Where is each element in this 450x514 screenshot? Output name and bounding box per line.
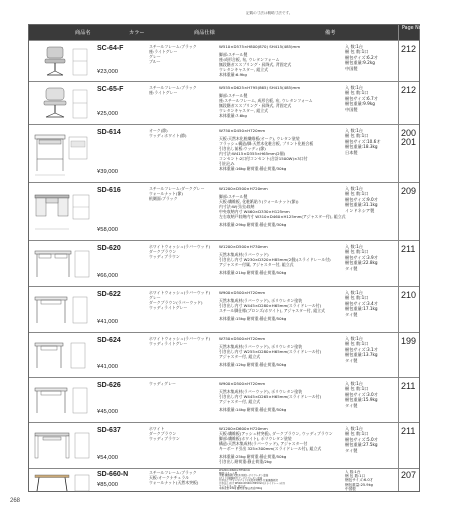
product-colors: [149, 244, 217, 259]
remark-line: 入 数:1台: [345, 336, 363, 341]
product-price: ¥54,000: [97, 455, 118, 461]
spec-line: 本体重量:15kg 耐荷重:静止荷重/50kg: [219, 316, 287, 321]
product-image-sd-626: [31, 380, 93, 421]
spec-line: W1200×D500×H730mm: [219, 244, 268, 249]
remark-line: 梱包重量:15.9kg: [345, 397, 378, 403]
remark-line: 入 数:1台: [345, 85, 363, 90]
page-folio: 268: [10, 498, 21, 504]
product-remark: [345, 381, 399, 408]
page-number: 212: [401, 85, 417, 95]
spec-line: 引き出し耐荷重:静止荷重/2kg: [219, 459, 272, 464]
color-line: ホワイト: [149, 426, 165, 431]
product-row-sd-624: [29, 332, 419, 378]
spec-line: W510×D575×H800(870) SH415(485)mm: [219, 44, 301, 49]
header-name: 商品名: [75, 30, 91, 36]
product-row-sd-626: [29, 377, 419, 423]
product-code: SD-637: [97, 427, 121, 434]
color-line: グレー: [149, 295, 161, 300]
product-image-sd-616: [31, 185, 93, 239]
remark-line: 梱包サイズ:6.7才: [345, 95, 378, 101]
remark-line: 梱包サイズ:9.0才: [345, 196, 378, 202]
product-table: [28, 24, 424, 492]
color-line: ウッディホワイト(節): [149, 133, 187, 138]
page-number: 200: [401, 128, 417, 138]
product-colors: [149, 85, 217, 95]
product-spec: [219, 128, 347, 171]
spec-line: 天然木集成材(ラバーウッド), ポリウレタン塗装: [219, 389, 303, 394]
product-row-sd-616: [29, 182, 419, 241]
product-code: SC-65-F: [97, 86, 124, 93]
product-row-sd-622: [29, 286, 419, 333]
spec-line: キーボード引出 325×300mm(スライドレール付), 組立式: [219, 446, 322, 451]
spec-line: 脚部:スチール製: [219, 52, 248, 57]
spec-line: ウレタンキャスター, 組立式: [219, 108, 269, 113]
page-ref: [401, 245, 419, 254]
product-remark: [345, 244, 399, 271]
spec-line: 引き出し:ウォールナット(天然木突板), 化粧繊維板付: [219, 479, 279, 483]
product-price: ¥39,000: [97, 169, 118, 175]
product-image-sc-65-f: [31, 84, 93, 124]
spec-line: 引き出し前板:ウッディ(節): [219, 146, 266, 151]
spec-line: 天板:繊維板, 化粧紙貼り(ウォールナット(節)): [219, 199, 299, 204]
spec-line: アジャスター付, 組立式: [219, 484, 246, 488]
product-row-sd-637: [29, 422, 419, 469]
color-line: スチールフレーム:ブラック: [149, 44, 197, 49]
spec-line: 天然木集成材(ラバーウッド), ポリウレタン塗装: [219, 298, 303, 303]
product-remark: [345, 85, 399, 112]
spec-line: 引き出し内寸 W540×D340×H45mm(スライドレール付): [219, 481, 285, 485]
product-row-sc-65-f: [29, 81, 419, 125]
product-spec: [219, 426, 347, 464]
spec-line: 天板:繊維板(天然木突板), ポリウレタン塗装: [219, 474, 269, 478]
product-code: SD-622: [97, 291, 121, 298]
product-code: SD-624: [97, 337, 121, 344]
spec-line: 天然木集成材(ラバーウッド), ポリウレタン塗装: [219, 344, 303, 349]
color-line: ウッディブラウン: [149, 254, 180, 259]
product-code: SD-614: [97, 129, 121, 136]
product-price: ¥66,000: [97, 273, 118, 279]
spec-line: 本体重量:25kg 耐荷重:静止荷重/50kg: [219, 454, 287, 459]
remark-line: 入 数:1台: [345, 381, 363, 386]
remark-line: 梱包サイズ:3.4才: [345, 300, 378, 306]
product-colors: [149, 336, 217, 346]
product-image-sd-624: [31, 335, 93, 376]
product-price: ¥58,000: [97, 227, 118, 233]
remark-line: 梱包重量:17.1kg: [345, 306, 378, 312]
remark-line: 梱包サイズ:6.0才: [345, 478, 374, 483]
product-remark: [345, 290, 399, 317]
spec-line: 天板:天然木化粧繊維板(オーク), ウレタン塗装: [219, 136, 300, 141]
page-number: 199: [401, 336, 417, 346]
color-line: 天板:オークナチュラル: [149, 475, 189, 480]
remark-line: タイ製: [345, 402, 358, 408]
remark-line: 梱包重量:9.2kg: [345, 60, 375, 66]
color-line: ダークブラウン: [149, 249, 177, 254]
color-line: ダークブラウン(ラバーウッド): [149, 300, 203, 305]
spec-line: アジャスター付, 組立式: [219, 354, 261, 359]
color-line: 座:ライトグレー: [149, 49, 178, 54]
product-remark: [345, 44, 399, 71]
remark-line: 梱包重量:22.8kg: [345, 260, 378, 266]
color-line: ウッディグレー: [149, 381, 176, 386]
spec-line: 無段階ガススプリング・昇降式, 背固定式: [219, 103, 292, 108]
remark-line: 梱 包 数:1口: [345, 191, 369, 197]
page-ref: [401, 337, 419, 346]
remark-line: 中国製: [345, 106, 358, 112]
product-colors: [149, 186, 217, 201]
page-ref: [401, 427, 419, 436]
spec-line: W750×D450×H720mm: [219, 128, 266, 133]
color-line: ウッディライトグレー: [149, 305, 188, 310]
spec-line: 座:スチールフレーム, 成形合板, 布, ウレタンフォーム: [219, 98, 313, 103]
color-line: スチールフレーム:ブラック: [149, 85, 197, 90]
remark-line: 梱包重量:27.5kg: [345, 442, 378, 448]
remark-line: 入 数:1台: [345, 426, 363, 431]
spec-line: 引き出し内寸 W255×D280×H65mm(スライドレール付): [219, 349, 322, 354]
page-number: 207: [401, 470, 417, 480]
page-number: 201: [401, 137, 417, 147]
remark-line: 梱包サイズ:3.0才: [345, 391, 378, 397]
product-row-sc-64-f: [29, 40, 419, 82]
page-ref: [401, 382, 419, 391]
remark-line: 入 数:1台: [345, 290, 363, 295]
remark-line: タイ製: [345, 311, 358, 317]
remark-line: 梱包サイズ:6.2才: [345, 54, 378, 60]
spec-line: 脚部:スチール製: [219, 471, 238, 475]
product-colors: [149, 44, 217, 64]
spec-line: スチール脚仕様(ブロンズ/ホワイト), アジャスター付, 組立式: [219, 308, 325, 313]
product-code: SD-660-N: [97, 471, 129, 478]
page-ref: [401, 129, 419, 147]
remark-line: 中国製: [345, 486, 356, 491]
spec-line: 引き出し内寸 W445×D265×H65mm(スライドレール付): [219, 394, 322, 399]
product-colors: [149, 381, 217, 386]
product-image-sc-64-f: [31, 43, 93, 81]
remark-line: 梱包サイズ:3.1才: [345, 346, 378, 352]
color-line: オーク(節): [149, 128, 168, 133]
product-spec: [219, 244, 347, 275]
color-line: 机側面:ブラック: [149, 196, 178, 201]
product-colors: [149, 128, 217, 138]
spec-line: 引出込み: [219, 161, 235, 166]
color-line: ホワイトウォッシュ(ラバーウッド): [149, 244, 210, 249]
spec-line: フラッシュ構造/脚:天然木化粧合板, プリント化粧合板: [219, 141, 314, 146]
product-remark: [345, 426, 399, 453]
page-number: 211: [401, 426, 416, 436]
spec-line: 本体重量:23kg 耐荷重:静止荷重/30kg: [219, 487, 263, 491]
remark-line: 梱 包 数:1口: [345, 295, 369, 301]
product-spec: [219, 336, 347, 367]
page-number: 211: [401, 381, 416, 391]
spec-line: 中央収納内寸 W460×D330×H125mm: [219, 209, 290, 214]
product-spec: [219, 470, 347, 491]
spec-line: 内寸法:W(引出)収納: [219, 204, 255, 209]
spec-line: 本体重量:29kg 耐荷重:静止荷重/30kg: [219, 222, 287, 227]
remark-line: 梱包サイズ:5.0才: [345, 436, 378, 442]
product-colors: [149, 470, 217, 485]
product-row-sd-614: [29, 124, 419, 183]
product-code: SD-620: [97, 245, 121, 252]
remark-line: 梱 包 数:1口: [345, 386, 369, 392]
spec-line: W1200×D600×H750mm: [219, 469, 251, 472]
spec-line: 本体重量:16kg 耐荷重:静止荷重/30kg: [219, 166, 287, 171]
product-spec: [219, 85, 347, 118]
color-line: ウッディブラウン: [149, 436, 180, 441]
remark-line: 入 数:1台: [345, 470, 361, 474]
spec-line: 本体重量:14kg 耐荷重:静止荷重/50kg: [219, 407, 287, 412]
remark-line: 梱包重量:9.9kg: [345, 101, 375, 107]
product-price: ¥41,000: [97, 364, 118, 370]
product-colors: [149, 290, 217, 310]
product-image-sd-614: [31, 127, 93, 181]
dimension-note: 記載の寸法は概略寸法です。: [246, 11, 293, 15]
table-header: [29, 25, 424, 40]
spec-line: コンセント:2口付コンセント(合計1500W)×3口付: [219, 156, 308, 161]
product-image-sd-622: [31, 289, 93, 331]
remark-line: 梱 包 数:1口: [345, 90, 369, 96]
color-line: ホワイトウォッシュ(ラバーウッド): [149, 290, 210, 295]
remark-line: 梱包サイズ:10.6才: [345, 138, 381, 144]
spec-line: W900×D500×H720mm: [219, 290, 266, 295]
spec-line: 脚部:スチール製: [219, 93, 248, 98]
remark-line: 梱包重量:25.9kg: [345, 482, 373, 487]
spec-line: W1200×D500×H720mm: [219, 186, 268, 191]
product-spec: [219, 381, 347, 412]
product-image-sd-637: [31, 425, 93, 467]
remark-line: タイ製: [345, 265, 358, 271]
spec-line: 内寸法:W415×D355×H65mm(2個): [219, 151, 286, 156]
page-number: 212: [401, 44, 417, 54]
spec-line: 引き出し内寸 W445×D280×H65mm(スライドレール付): [219, 303, 322, 308]
product-price: ¥41,000: [97, 319, 118, 325]
remark-line: 中国製: [345, 65, 358, 71]
product-price: ¥85,000: [97, 482, 118, 488]
header-page: Page No.: [402, 26, 424, 31]
remark-line: 梱 包 数:1口: [345, 474, 366, 479]
spec-line: 本体重量:21kg 耐荷重:静止荷重/50kg: [219, 270, 287, 275]
spec-line: 本体重量:6.9kg: [219, 72, 247, 77]
page-number: 210: [401, 290, 417, 300]
color-line: スチールフレーム:ダークグレー: [149, 186, 205, 191]
spec-line: 天然木集成材(ラバーウッド): [219, 252, 269, 257]
product-spec: [219, 290, 347, 321]
page-ref: [401, 86, 419, 95]
product-colors: [149, 426, 217, 441]
remark-line: 梱 包 数:1口: [345, 249, 369, 255]
color-line: グレー: [149, 54, 161, 59]
spec-line: 脚部:スチール製: [219, 194, 248, 199]
header-color: カラー: [129, 30, 145, 36]
remark-line: 入 数:1台: [345, 186, 363, 191]
page-number: 211: [401, 244, 416, 254]
color-line: ウッディライトグレー: [149, 341, 188, 346]
product-image-sd-620: [31, 243, 93, 285]
remark-line: 梱包サイズ:3.9才: [345, 254, 378, 260]
color-line: 座:ライトグレー: [149, 90, 178, 95]
remark-line: 梱 包 数:1口: [345, 341, 369, 347]
remark-line: 入 数:1台: [345, 44, 363, 49]
remark-line: 入 数:1台: [345, 244, 363, 249]
remark-line: タイ製: [345, 357, 358, 363]
spec-line: W1200×D600×H720mm: [219, 426, 268, 431]
product-remark: [345, 186, 399, 213]
product-spec: [219, 44, 347, 77]
spec-line: W750×D500×H720mm: [219, 336, 266, 341]
spec-line: W900×D500×H720mm: [219, 381, 266, 386]
product-image-sd-660-n: [31, 471, 93, 493]
product-code: SC-64-F: [97, 45, 124, 52]
spec-line: 本体重量:12kg 耐荷重:静止荷重/50kg: [219, 362, 287, 367]
spec-line: 左右収納戸収納内寸 W310×D460×H125mm(アジャスター付), 組立式: [219, 214, 346, 219]
remark-line: インドネシア製: [345, 207, 375, 213]
page-ref: [401, 471, 419, 480]
color-line: ウォールナット(天然木突板): [149, 480, 199, 485]
spec-line: 引き出し内寸 W230×D320×H85mm(2個)(スライドレール付): [219, 257, 331, 262]
spec-line: 天板:繊維板(アッシュ材突板), ダークブラウン, ウッディブラウン: [219, 431, 333, 436]
remark-line: 梱包重量:13.7kg: [345, 352, 378, 358]
spec-line: 無段階ガススプリング・昇降式, 背固定式: [219, 62, 292, 67]
spec-line: W555×D625×H795(865) SH415(485)mm: [219, 85, 301, 90]
product-price: ¥25,000: [97, 111, 118, 117]
spec-line: アジャスター付属, アジャスター付, 組立式: [219, 262, 294, 267]
page-number: 209: [401, 186, 417, 196]
color-line: ホワイトウォッシュ(ラバーウッド): [149, 336, 210, 341]
product-row-sd-620: [29, 240, 419, 287]
spec-line: (サイド)繊維板など, ポリウレタン塗装: [219, 476, 263, 480]
product-spec: [219, 186, 347, 227]
remark-line: 梱包重量:18.3kg: [345, 144, 378, 150]
product-code: SD-626: [97, 382, 121, 389]
product-row-sd-660-n: [29, 468, 419, 492]
spec-line: 脚部:繊維板(ホワイト), ポリウレタン塗装: [219, 436, 292, 441]
product-remark: [345, 128, 399, 155]
page-ref: [401, 45, 419, 54]
color-line: ダークブラウン: [149, 431, 177, 436]
remark-line: 梱 包 数:1口: [345, 133, 369, 139]
remark-line: 梱包重量:31.1kg: [345, 202, 378, 208]
spec-line: ウレタンキャスター, 組立式: [219, 67, 269, 72]
spec-line: 構造:天然木集成材(ラバーウッド), アジャスター付: [219, 441, 308, 446]
remark-line: 日本製: [345, 149, 358, 155]
product-remark: [345, 470, 399, 491]
page-ref: [401, 187, 419, 196]
product-price: ¥45,000: [97, 409, 118, 415]
spec-line: アジャスター付, 組立式: [219, 399, 261, 404]
remark-line: タイ製: [345, 447, 358, 453]
remark-line: 梱 包 数:1口: [345, 49, 369, 55]
spec-line: 座:成形合板, 布, ウレタンフォーム: [219, 57, 280, 62]
product-code: SD-616: [97, 187, 121, 194]
header-spec: 商品仕様: [194, 30, 215, 36]
header-remark: 備考: [325, 30, 336, 36]
spec-line: 本体重量:7.6kg: [219, 113, 247, 118]
color-line: ウォールナット(節): [149, 191, 183, 196]
remark-line: 梱 包 数:1口: [345, 431, 369, 437]
remark-line: 入 数:1台: [345, 128, 363, 133]
page-ref: [401, 291, 419, 300]
product-remark: [345, 336, 399, 363]
color-line: ブルー: [149, 59, 161, 64]
color-line: スチールフレーム:ブラック: [149, 470, 197, 475]
product-price: ¥23,000: [97, 69, 118, 75]
